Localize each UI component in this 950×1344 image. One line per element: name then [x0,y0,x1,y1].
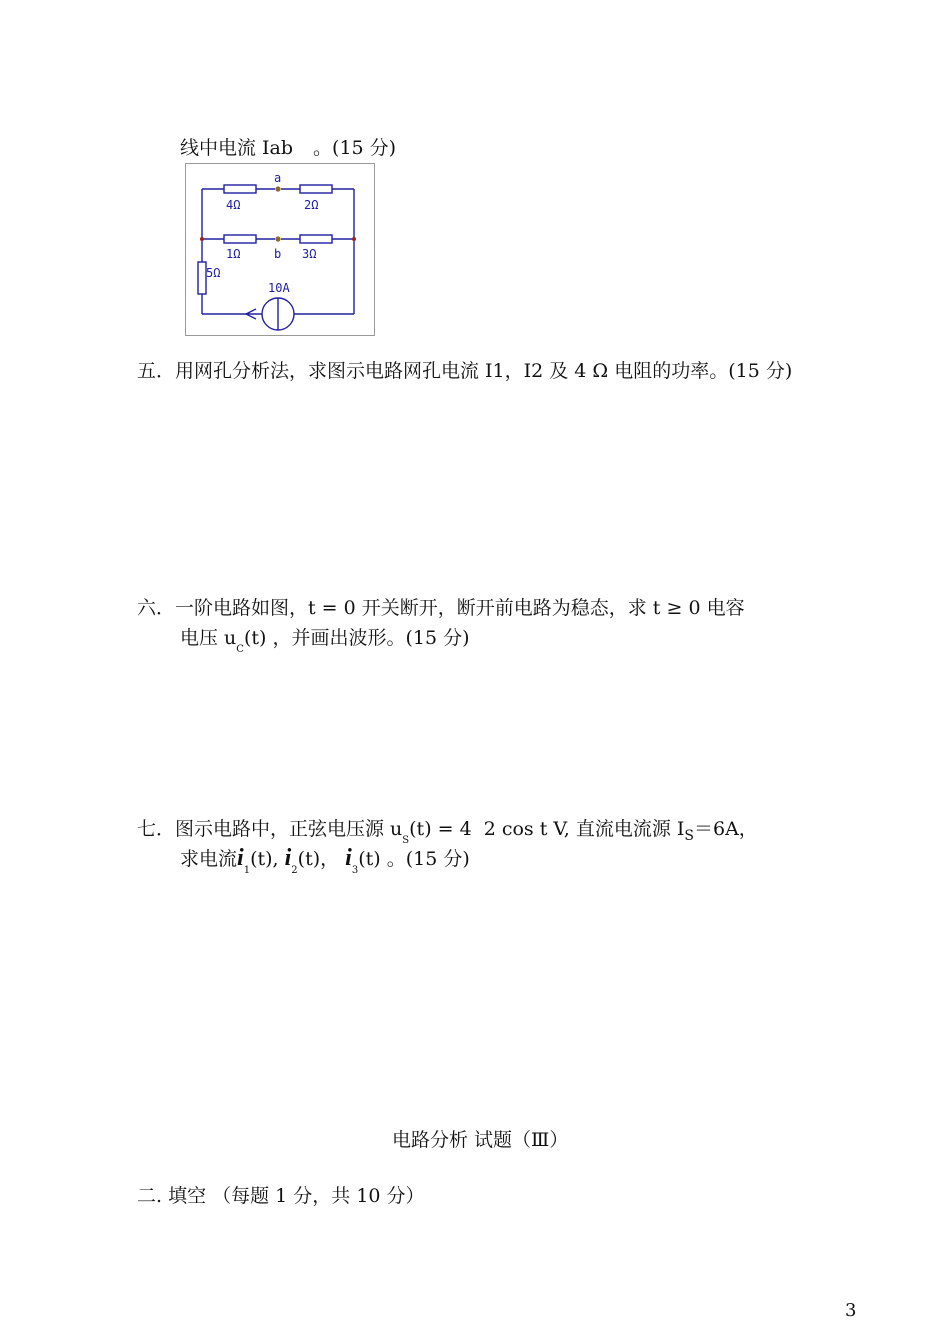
q5: 五．用网孔分析法，求图示电路网孔电流 I1，I2 及 4 Ω 电阻的功率。(15 分) [137,360,793,382]
label-4ohm: 4Ω [226,198,241,212]
q4-tail-text: 线中电流 Iab [180,137,294,159]
label-source: 10A [268,281,290,295]
node-a-dot [275,186,280,191]
q7-line1: 七．图示电路中，正弦电压源 $u_S(t) = 4$ 2 cos t V, 直流电流源 $I_S=6A$， [137,818,758,846]
resistor-5ohm [198,262,206,294]
circuit-svg [186,164,374,335]
page-number: 3 [845,1300,857,1321]
junction-right-mid [352,237,356,241]
node-b-dot [275,236,280,241]
q4-tail [180,136,396,160]
q6-line2: 电压 $u_C(t)$ ，并画出波形。(15 分) [180,627,470,655]
section-title: 电路分析 试题（Ⅲ） [392,1129,569,1151]
label-5ohm: 5Ω [206,266,221,280]
circuit-diagram [185,163,375,336]
resistor-4ohm [224,185,256,193]
junction-left-mid [200,237,204,241]
section-2-heading: 二. 填空 （每题 1 分，共 10 分） [137,1185,425,1207]
label-node-b: b [274,247,282,261]
q6-line1: 六．一阶电路如图，t = 0 开关断开，断开前电路为稳态，求 t ≥ 0 电容 [137,597,745,619]
resistor-2ohm [300,185,332,193]
q7-line2: 求电流$i_1(t)$, $i_2(t)$， $i_3(t)$ 。(15 分) [180,845,470,876]
q4-tail-suffix: 。(15 分) [313,137,397,159]
label-node-a: a [274,171,282,185]
resistor-1ohm [224,235,256,243]
label-2ohm: 2Ω [304,198,319,212]
label-3ohm: 3Ω [302,247,317,261]
resistor-3ohm [300,235,332,243]
label-1ohm: 1Ω [226,247,241,261]
